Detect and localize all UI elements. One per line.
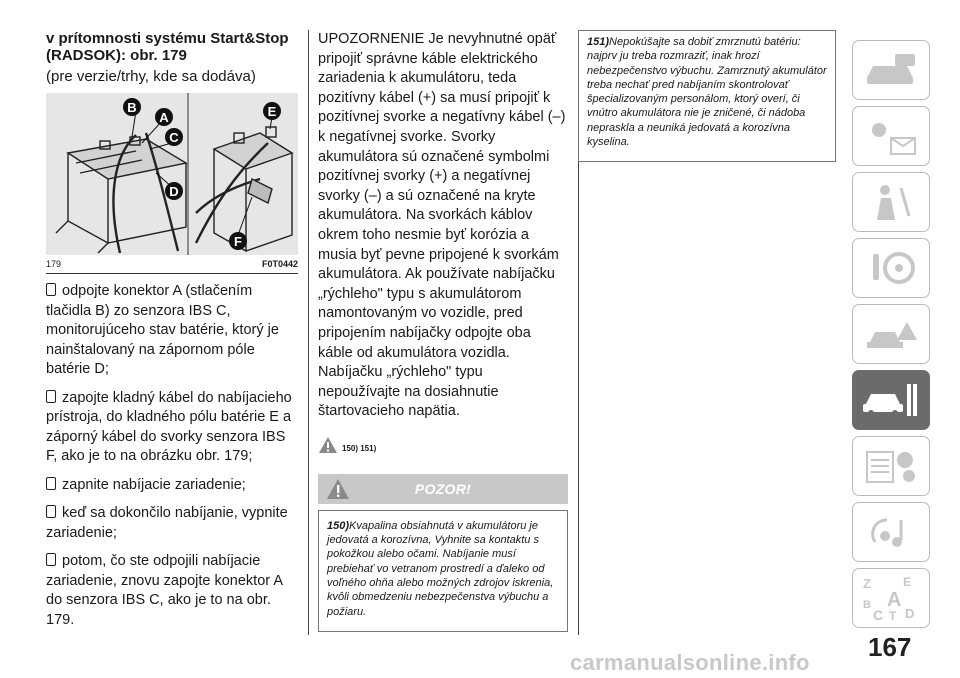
tab-safety[interactable] (852, 172, 930, 232)
specs-gears-icon (861, 446, 921, 486)
light-message-icon (861, 116, 921, 156)
caution-note-150: 150)Kvapalina obsiahnutá v akumulátoru je jedovatá a korozívna, Vyhnite sa kontaktu s pokožkou alebo očami. Nabíjanie musí prebiehať vo vetranom prostredí a ďaleko od voľného ohňa alebo možných zdrojov iskrenia, kvôli obmedzeniu nebezpečenstva výbuchu a požiaru. (318, 510, 568, 632)
figure-code: F0T0442 (261, 259, 298, 269)
seatbelt-airbag-icon (861, 182, 921, 222)
warning-triangle-icon (318, 436, 338, 454)
caution-title: POZOR! (414, 480, 472, 497)
tab-technical-data[interactable] (852, 436, 930, 496)
tab-dashboard[interactable] (852, 40, 930, 100)
watermark-text: carmanualsonline.info (570, 650, 810, 675)
svg-text:Z: Z (863, 576, 871, 591)
right-column (578, 30, 836, 162)
multimedia-icon (861, 512, 921, 552)
section-subheading: (pre verzie/trhy, kde sa dodáva) (46, 68, 256, 85)
figure-label-d: D (169, 184, 179, 199)
tab-maintenance[interactable] (852, 370, 930, 430)
list-item: zapnite nabíjacie zariadenie; (46, 476, 298, 496)
instruction-list (46, 282, 298, 630)
svg-text:B: B (863, 599, 871, 611)
svg-text:C: C (873, 607, 884, 622)
figure-label-e: E (267, 104, 277, 119)
figure-caption (46, 257, 298, 274)
tab-multimedia[interactable] (852, 502, 930, 562)
page-number: 167 (868, 632, 912, 662)
middle-column (318, 30, 568, 632)
car-dashboard-icon (861, 50, 921, 90)
svg-text:D: D (905, 606, 915, 621)
checkbox-bullet-icon (46, 390, 56, 403)
section-heading: v prítomnosti systému Start&Stop (RADSOK): obr. 179 (46, 30, 289, 64)
tab-index[interactable] (852, 568, 930, 628)
caution-header (318, 474, 568, 504)
checkbox-bullet-icon (46, 553, 56, 566)
list-item: potom, čo ste odpojili nabíjacie zariadenie, znovu zapojte konektor A do senzora IBS C, ako je to na obr. 179. (46, 553, 283, 628)
note-references: 150) 151) (318, 436, 568, 458)
chapter-sidebar (852, 40, 930, 634)
caution-note-151: 151)Nepokúšajte sa dobiť zmrznutú batériu: najprv ju treba rozmraziť, inak hrozí nebezpečenstvo výbuchu. Zamrznutý akumulátor treba nechať pred nabíjaním skontrolovať špecializovaným personálom, ktorý overí, či vnútro akumulátora nie je zničené, či nádoba nepraskla a neuniká jedovatá a korozívna kyselina. (578, 30, 836, 162)
column-divider (308, 30, 309, 635)
figure-label-f: F (234, 234, 242, 249)
tab-starting-driving[interactable] (852, 238, 930, 298)
battery-illustration (46, 93, 298, 255)
list-item: odpojte konektor A (stlačením tlačidla B) zo senzora IBS C, monitorujúceho stav batérie, ktorý je nainštalovaný na zápornom póle batérie D; (46, 283, 279, 377)
svg-text:E: E (903, 575, 912, 589)
tab-lights-messages[interactable] (852, 106, 930, 166)
figure-label-a: A (159, 110, 169, 125)
warning-paragraph: UPOZORNENIE Je nevyhnutné opäť pripojiť správne káble elektrického zariadenia k akumulátoru, teda pozitívny kábel (+) sa musí pripojiť k pozitívnej svorke a negatívny kábel (–) k negatívnej svorke. Svorky akumulátora sú označené symbolmi pozitívnej svorky (+) a negatívnej svorky (–) a sú označené na kryte akumulátora. Na svorkách káblov okrem toho nesmie byť korózia a musia byť pevne pripojené k svorkám akumulátora. Ak používate nabíjačku „rýchleho" typu s akumulátorom namontovaným vo vozidle, pred pripojením nabíjačky odpojte oba káble od akumulátora vozidla. Nabíjačku „rýchleho" typu nepoužívajte na dosiahnutie štartovacieho napätia. (318, 31, 566, 420)
checkbox-bullet-icon (46, 283, 56, 296)
svg-text:A: A (887, 589, 902, 611)
list-item: zapojte kladný kábel do nabíjacieho prístroja, do kladného pólu batérie E a záporný kábel do svorky senzora IBS F, ako je to na obrázku obr. 179; (46, 389, 292, 464)
checkbox-bullet-icon (46, 477, 56, 490)
steering-key-icon (861, 248, 921, 288)
figure-number: 179 (46, 259, 62, 269)
svg-text:T: T (889, 609, 897, 622)
car-wrench-icon (861, 380, 921, 420)
figure-label-c: C (169, 130, 179, 145)
tab-emergency[interactable] (852, 304, 930, 364)
checkbox-bullet-icon (46, 505, 56, 518)
list-item: keď sa dokončilo nabíjanie, vypnite zariadenie; (46, 505, 288, 541)
left-column (46, 30, 298, 630)
battery-figure (46, 93, 298, 255)
alphabetical-index-icon (859, 574, 923, 622)
figure-label-b: B (127, 100, 137, 115)
car-warning-icon (861, 314, 921, 354)
